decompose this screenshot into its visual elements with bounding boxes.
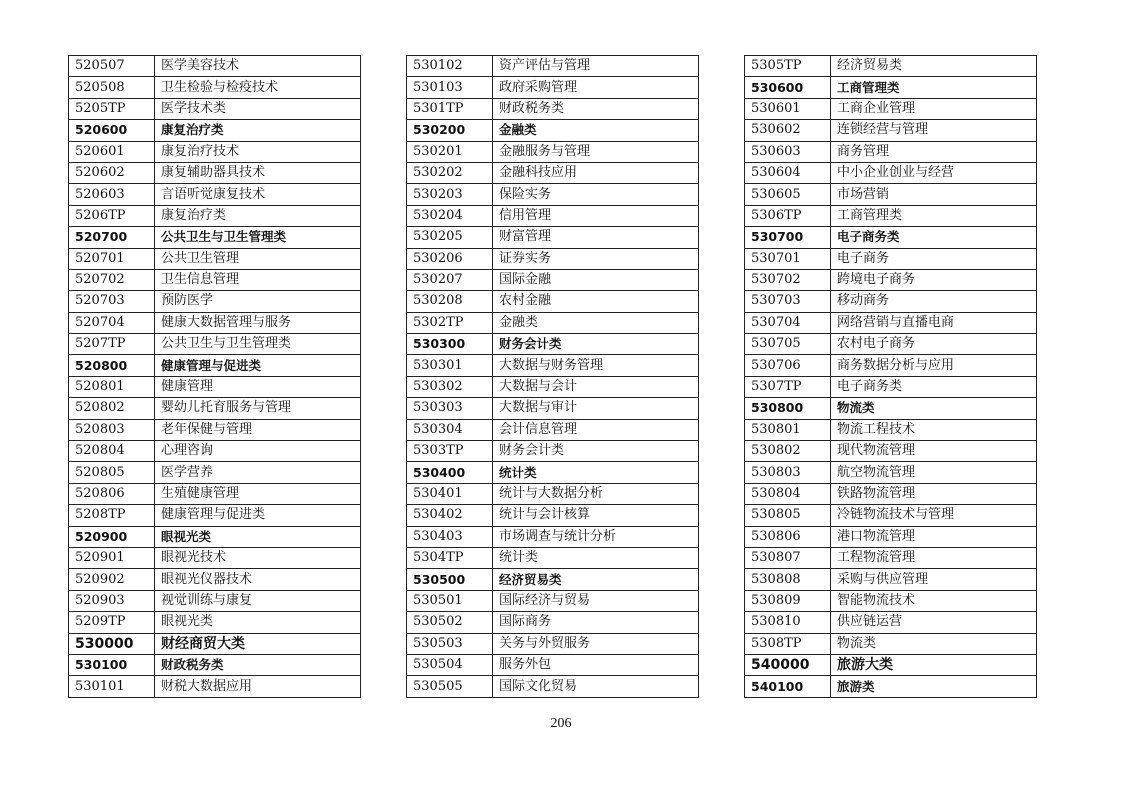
major-code: 530505: [407, 676, 493, 697]
major-name: 公共卫生与卫生管理类: [155, 334, 361, 355]
major-name: 物流类: [831, 398, 1037, 419]
major-code: 530704: [745, 312, 831, 333]
table-row: [407, 355, 699, 376]
table-row: [745, 98, 1037, 119]
major-name: 农村金融: [493, 291, 699, 312]
major-code: 5304TP: [407, 547, 493, 568]
table-row: [69, 162, 361, 183]
major-name: 卫生信息管理: [155, 269, 361, 290]
major-name: 现代物流管理: [831, 441, 1037, 462]
major-name: 电子商务类: [831, 376, 1037, 397]
major-code: 530703: [745, 291, 831, 312]
table-row: [745, 483, 1037, 504]
major-name: 跨境电子商务: [831, 269, 1037, 290]
table-row: [407, 291, 699, 312]
table-row: [407, 184, 699, 205]
major-code: 5303TP: [407, 441, 493, 462]
table-row: [407, 120, 699, 141]
table-row: [69, 441, 361, 462]
major-name: 财税大数据应用: [155, 676, 361, 697]
major-name: 电子商务: [831, 248, 1037, 269]
major-table-right: [744, 55, 1037, 698]
table-row: [745, 334, 1037, 355]
major-name: 保险实务: [493, 184, 699, 205]
major-name: 老年保健与管理: [155, 419, 361, 440]
major-name: 公共卫生与卫生管理类: [155, 227, 361, 248]
table-row: [745, 569, 1037, 590]
major-code: 520704: [69, 312, 155, 333]
major-name: 财务会计类: [493, 441, 699, 462]
table-row: [745, 590, 1037, 611]
major-name: 财务会计类: [493, 334, 699, 355]
table-row: [69, 98, 361, 119]
table-row: [69, 376, 361, 397]
table-row: [407, 312, 699, 333]
table-row: [69, 291, 361, 312]
major-name: 眼视光仪器技术: [155, 569, 361, 590]
major-name: 统计类: [493, 547, 699, 568]
table-row: [69, 505, 361, 526]
major-code: 530503: [407, 633, 493, 654]
major-code: 530605: [745, 184, 831, 205]
major-name: 眼视光类: [155, 612, 361, 633]
major-code: 520802: [69, 398, 155, 419]
major-name: 国际经济与贸易: [493, 590, 699, 611]
table-row: [69, 205, 361, 226]
major-code: 530200: [407, 120, 493, 141]
major-name: 采购与供应管理: [831, 569, 1037, 590]
table-row: [745, 505, 1037, 526]
major-name: 金融类: [493, 312, 699, 333]
major-name: 网络营销与直播电商: [831, 312, 1037, 333]
major-code: 520602: [69, 162, 155, 183]
major-code: 530800: [745, 398, 831, 419]
table-row: [69, 227, 361, 248]
major-code: 530601: [745, 98, 831, 119]
major-code: 520600: [69, 120, 155, 141]
major-code: 530303: [407, 398, 493, 419]
table-row: [745, 441, 1037, 462]
major-code: 5207TP: [69, 334, 155, 355]
major-name: 康复治疗类: [155, 205, 361, 226]
major-name: 商务数据分析与应用: [831, 355, 1037, 376]
table-row: [69, 398, 361, 419]
major-name: 眼视光类: [155, 526, 361, 547]
table-row: [745, 205, 1037, 226]
table-row: [69, 184, 361, 205]
major-code: 530201: [407, 141, 493, 162]
major-name: 经济贸易类: [831, 56, 1037, 77]
table-row: [69, 633, 361, 654]
major-name: 市场调查与统计分析: [493, 526, 699, 547]
major-name: 会计信息管理: [493, 419, 699, 440]
table-row: [69, 120, 361, 141]
major-name: 智能物流技术: [831, 590, 1037, 611]
table-row: [407, 612, 699, 633]
major-name: 统计类: [493, 462, 699, 483]
major-code: 530701: [745, 248, 831, 269]
table-row: [745, 398, 1037, 419]
major-code: 530102: [407, 56, 493, 77]
major-name: 航空物流管理: [831, 462, 1037, 483]
table-row: [407, 269, 699, 290]
page-number: 206: [550, 716, 572, 731]
major-code: 530403: [407, 526, 493, 547]
major-name: 医学美容技术: [155, 56, 361, 77]
major-name: 卫生检验与检疫技术: [155, 77, 361, 98]
table-row: [407, 334, 699, 355]
major-code: 520800: [69, 355, 155, 376]
major-code: 520801: [69, 376, 155, 397]
table-row: [407, 205, 699, 226]
major-name: 资产评估与管理: [493, 56, 699, 77]
table-row: [407, 376, 699, 397]
major-name: 眼视光技术: [155, 547, 361, 568]
major-name: 财政税务类: [493, 98, 699, 119]
major-name: 中小企业创业与经营: [831, 162, 1037, 183]
major-code: 530208: [407, 291, 493, 312]
table-row: [745, 120, 1037, 141]
table-row: [69, 612, 361, 633]
table-row: [407, 227, 699, 248]
major-code: 530809: [745, 590, 831, 611]
major-name: 连锁经营与管理: [831, 120, 1037, 141]
major-code: 5308TP: [745, 633, 831, 654]
major-code: 530602: [745, 120, 831, 141]
table-row: [407, 141, 699, 162]
table-row: [69, 269, 361, 290]
major-name: 康复辅助器具技术: [155, 162, 361, 183]
major-name: 旅游类: [831, 676, 1037, 697]
table-row: [69, 462, 361, 483]
major-code: 530401: [407, 483, 493, 504]
major-code: 530000: [69, 633, 155, 654]
table-row: [69, 569, 361, 590]
major-code: 530604: [745, 162, 831, 183]
table-row: [745, 355, 1037, 376]
table-row: [69, 355, 361, 376]
major-code: 530600: [745, 77, 831, 98]
major-name: 证券实务: [493, 248, 699, 269]
table-row: [745, 312, 1037, 333]
major-code: 530804: [745, 483, 831, 504]
major-code: 530705: [745, 334, 831, 355]
table-row: [69, 654, 361, 675]
major-code: 520806: [69, 483, 155, 504]
table-row: [69, 334, 361, 355]
major-name: 国际文化贸易: [493, 676, 699, 697]
table-row: [745, 419, 1037, 440]
major-name: 统计与会计核算: [493, 505, 699, 526]
major-name: 国际金融: [493, 269, 699, 290]
table-row: [69, 312, 361, 333]
major-name: 预防医学: [155, 291, 361, 312]
major-code: 5305TP: [745, 56, 831, 77]
major-name: 大数据与财务管理: [493, 355, 699, 376]
major-code: 530808: [745, 569, 831, 590]
major-code: 520508: [69, 77, 155, 98]
major-name: 物流工程技术: [831, 419, 1037, 440]
major-name: 健康管理与促进类: [155, 505, 361, 526]
major-code: 530206: [407, 248, 493, 269]
major-code: 520507: [69, 56, 155, 77]
major-code: 520803: [69, 419, 155, 440]
major-name: 国际商务: [493, 612, 699, 633]
table-row: [69, 676, 361, 697]
major-name: 统计与大数据分析: [493, 483, 699, 504]
major-code: 520603: [69, 184, 155, 205]
table-row: [407, 633, 699, 654]
major-code: 5205TP: [69, 98, 155, 119]
major-name: 金融科技应用: [493, 162, 699, 183]
major-code: 520900: [69, 526, 155, 547]
major-name: 工商管理类: [831, 77, 1037, 98]
major-code: 520701: [69, 248, 155, 269]
major-code: 5306TP: [745, 205, 831, 226]
major-table-middle: [406, 55, 699, 698]
major-name: 港口物流管理: [831, 526, 1037, 547]
major-name: 市场营销: [831, 184, 1037, 205]
major-name: 工商企业管理: [831, 98, 1037, 119]
major-code: 520700: [69, 227, 155, 248]
major-code: 530205: [407, 227, 493, 248]
table-row: [745, 654, 1037, 675]
table-row: [69, 141, 361, 162]
table-row: [745, 269, 1037, 290]
table-row: [69, 547, 361, 568]
table-row: [407, 398, 699, 419]
table-row: [745, 547, 1037, 568]
major-name: 健康管理: [155, 376, 361, 397]
table-row: [745, 462, 1037, 483]
major-name: 供应链运营: [831, 612, 1037, 633]
table-row: [407, 590, 699, 611]
table-row: [407, 56, 699, 77]
major-code: 530302: [407, 376, 493, 397]
major-code: 530100: [69, 654, 155, 675]
major-name: 商务管理: [831, 141, 1037, 162]
major-name: 金融类: [493, 120, 699, 141]
major-name: 铁路物流管理: [831, 483, 1037, 504]
major-table-left: [68, 55, 361, 698]
major-code: 530203: [407, 184, 493, 205]
major-code: 520601: [69, 141, 155, 162]
major-name: 服务外包: [493, 654, 699, 675]
major-name: 健康大数据管理与服务: [155, 312, 361, 333]
table-row: [407, 77, 699, 98]
major-code: 520903: [69, 590, 155, 611]
major-code: 520703: [69, 291, 155, 312]
major-name: 旅游大类: [831, 654, 1037, 675]
major-code: 530304: [407, 419, 493, 440]
major-code: 530801: [745, 419, 831, 440]
table-row: [407, 569, 699, 590]
table-row: [745, 162, 1037, 183]
table-row: [745, 77, 1037, 98]
table-row: [407, 654, 699, 675]
major-name: 金融服务与管理: [493, 141, 699, 162]
major-name: 信用管理: [493, 205, 699, 226]
table-row: [407, 505, 699, 526]
major-code: 540100: [745, 676, 831, 697]
table-row: [407, 676, 699, 697]
table-row: [745, 676, 1037, 697]
table-row: [407, 162, 699, 183]
table-row: [745, 526, 1037, 547]
table-row: [69, 483, 361, 504]
major-code: 530807: [745, 547, 831, 568]
major-code: 530103: [407, 77, 493, 98]
table-row: [69, 56, 361, 77]
major-code: 540000: [745, 654, 831, 675]
major-code: 520902: [69, 569, 155, 590]
major-code: 530502: [407, 612, 493, 633]
major-code: 520901: [69, 547, 155, 568]
major-name: 大数据与会计: [493, 376, 699, 397]
table-row: [407, 526, 699, 547]
major-code: 530504: [407, 654, 493, 675]
major-name: 财经商贸大类: [155, 633, 361, 654]
major-code: 520702: [69, 269, 155, 290]
major-name: 心理咨询: [155, 441, 361, 462]
table-row: [69, 419, 361, 440]
major-name: 关务与外贸服务: [493, 633, 699, 654]
major-name: 生殖健康管理: [155, 483, 361, 504]
major-code: 5208TP: [69, 505, 155, 526]
major-name: 经济贸易类: [493, 569, 699, 590]
major-name: 言语听觉康复技术: [155, 184, 361, 205]
major-code: 530802: [745, 441, 831, 462]
table-row: [745, 633, 1037, 654]
table-row: [745, 376, 1037, 397]
major-name: 康复治疗类: [155, 120, 361, 141]
major-name: 冷链物流技术与管理: [831, 505, 1037, 526]
major-name: 医学营养: [155, 462, 361, 483]
major-code: 5302TP: [407, 312, 493, 333]
major-name: 电子商务类: [831, 227, 1037, 248]
major-code: 530501: [407, 590, 493, 611]
major-code: 5307TP: [745, 376, 831, 397]
table-row: [745, 56, 1037, 77]
table-row: [407, 98, 699, 119]
major-code: 5209TP: [69, 612, 155, 633]
table-row: [407, 441, 699, 462]
major-name: 工商管理类: [831, 205, 1037, 226]
major-code: 530202: [407, 162, 493, 183]
major-code: 530500: [407, 569, 493, 590]
major-code: 530706: [745, 355, 831, 376]
major-code: 530402: [407, 505, 493, 526]
table-row: [745, 227, 1037, 248]
major-name: 康复治疗技术: [155, 141, 361, 162]
table-row: [407, 419, 699, 440]
major-name: 财政税务类: [155, 654, 361, 675]
major-code: 530207: [407, 269, 493, 290]
major-code: 530400: [407, 462, 493, 483]
table-row: [745, 184, 1037, 205]
major-name: 公共卫生管理: [155, 248, 361, 269]
major-name: 移动商务: [831, 291, 1037, 312]
major-code: 5206TP: [69, 205, 155, 226]
major-name: 医学技术类: [155, 98, 361, 119]
table-row: [407, 483, 699, 504]
major-name: 大数据与审计: [493, 398, 699, 419]
major-name: 健康管理与促进类: [155, 355, 361, 376]
table-row: [745, 141, 1037, 162]
table-row: [69, 77, 361, 98]
major-name: 财富管理: [493, 227, 699, 248]
table-row: [407, 248, 699, 269]
major-code: 530702: [745, 269, 831, 290]
major-code: 530810: [745, 612, 831, 633]
major-code: 530805: [745, 505, 831, 526]
table-row: [745, 612, 1037, 633]
table-row: [69, 526, 361, 547]
major-code: 520805: [69, 462, 155, 483]
major-name: 物流类: [831, 633, 1037, 654]
table-row: [745, 291, 1037, 312]
major-name: 工程物流管理: [831, 547, 1037, 568]
table-row: [407, 547, 699, 568]
major-code: 520804: [69, 441, 155, 462]
major-name: 视觉训练与康复: [155, 590, 361, 611]
major-code: 530806: [745, 526, 831, 547]
major-code: 530700: [745, 227, 831, 248]
major-name: 政府采购管理: [493, 77, 699, 98]
major-code: 530101: [69, 676, 155, 697]
table-row: [69, 590, 361, 611]
major-name: 农村电子商务: [831, 334, 1037, 355]
major-code: 530803: [745, 462, 831, 483]
major-code: 5301TP: [407, 98, 493, 119]
major-code: 530301: [407, 355, 493, 376]
major-code: 530300: [407, 334, 493, 355]
major-code: 530603: [745, 141, 831, 162]
table-row: [407, 462, 699, 483]
major-code: 530204: [407, 205, 493, 226]
major-name: 婴幼儿托育服务与管理: [155, 398, 361, 419]
table-row: [745, 248, 1037, 269]
table-row: [69, 248, 361, 269]
